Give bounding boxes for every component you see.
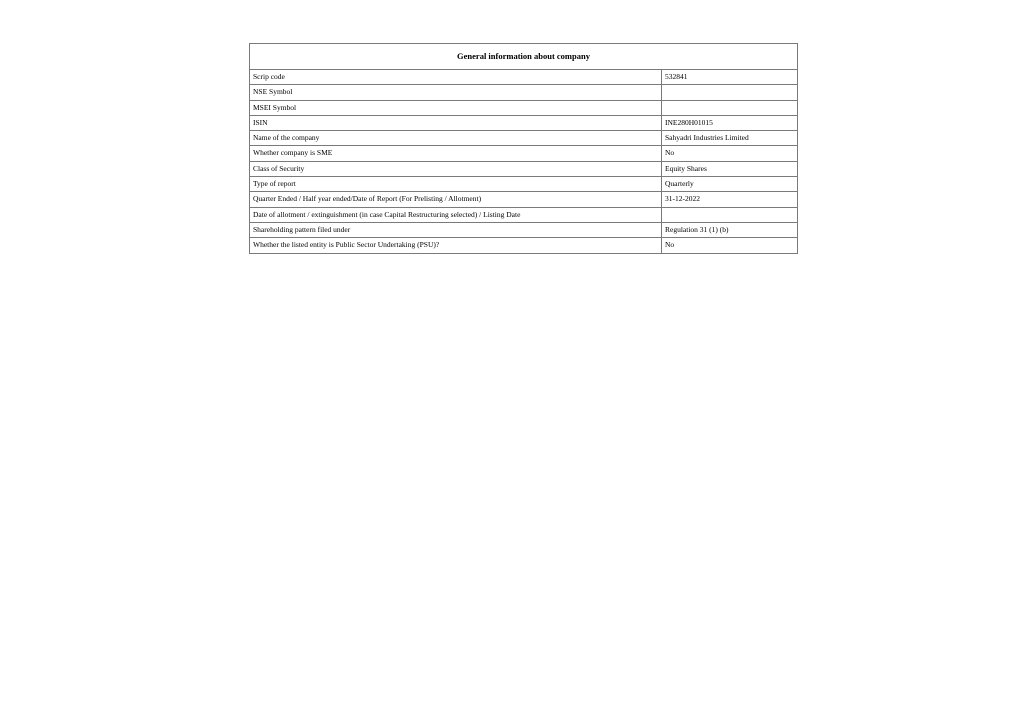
row-value [662, 100, 798, 115]
table-row [250, 161, 798, 176]
table-row [250, 222, 798, 237]
row-label: Class of Security [250, 161, 662, 176]
row-value: 532841 [662, 70, 798, 85]
row-label: Quarter Ended / Half year ended/Date of Report (For Prelisting / Allotment) [250, 192, 662, 207]
row-value: Equity Shares [662, 161, 798, 176]
row-value: Sahyadri Industries Limited [662, 131, 798, 146]
table-row [250, 177, 798, 192]
row-label: Shareholding pattern filed under [250, 222, 662, 237]
row-label: MSEI Symbol [250, 100, 662, 115]
row-value [662, 85, 798, 100]
table-row [250, 100, 798, 115]
table-row [250, 146, 798, 161]
row-value: Quarterly [662, 177, 798, 192]
general-info-table [249, 43, 798, 254]
row-label: Name of the company [250, 131, 662, 146]
row-label: Scrip code [250, 70, 662, 85]
table-row [250, 238, 798, 253]
row-label: Date of allotment / extinguishment (in case Capital Restructuring selected) / Listing Date [250, 207, 662, 222]
row-label: NSE Symbol [250, 85, 662, 100]
row-value: INE280H01015 [662, 115, 798, 130]
row-label: Type of report [250, 177, 662, 192]
table-row [250, 131, 798, 146]
row-value: Regulation 31 (1) (b) [662, 222, 798, 237]
table-row [250, 115, 798, 130]
row-value [662, 207, 798, 222]
table-title: General information about company [250, 44, 798, 70]
table-title-row [250, 44, 798, 70]
row-value: No [662, 238, 798, 253]
row-label: ISIN [250, 115, 662, 130]
table-row [250, 207, 798, 222]
row-label: Whether the listed entity is Public Sector Undertaking (PSU)? [250, 238, 662, 253]
table-row [250, 70, 798, 85]
row-value: 31-12-2022 [662, 192, 798, 207]
row-value: No [662, 146, 798, 161]
table-row [250, 192, 798, 207]
table-row [250, 85, 798, 100]
row-label: Whether company is SME [250, 146, 662, 161]
